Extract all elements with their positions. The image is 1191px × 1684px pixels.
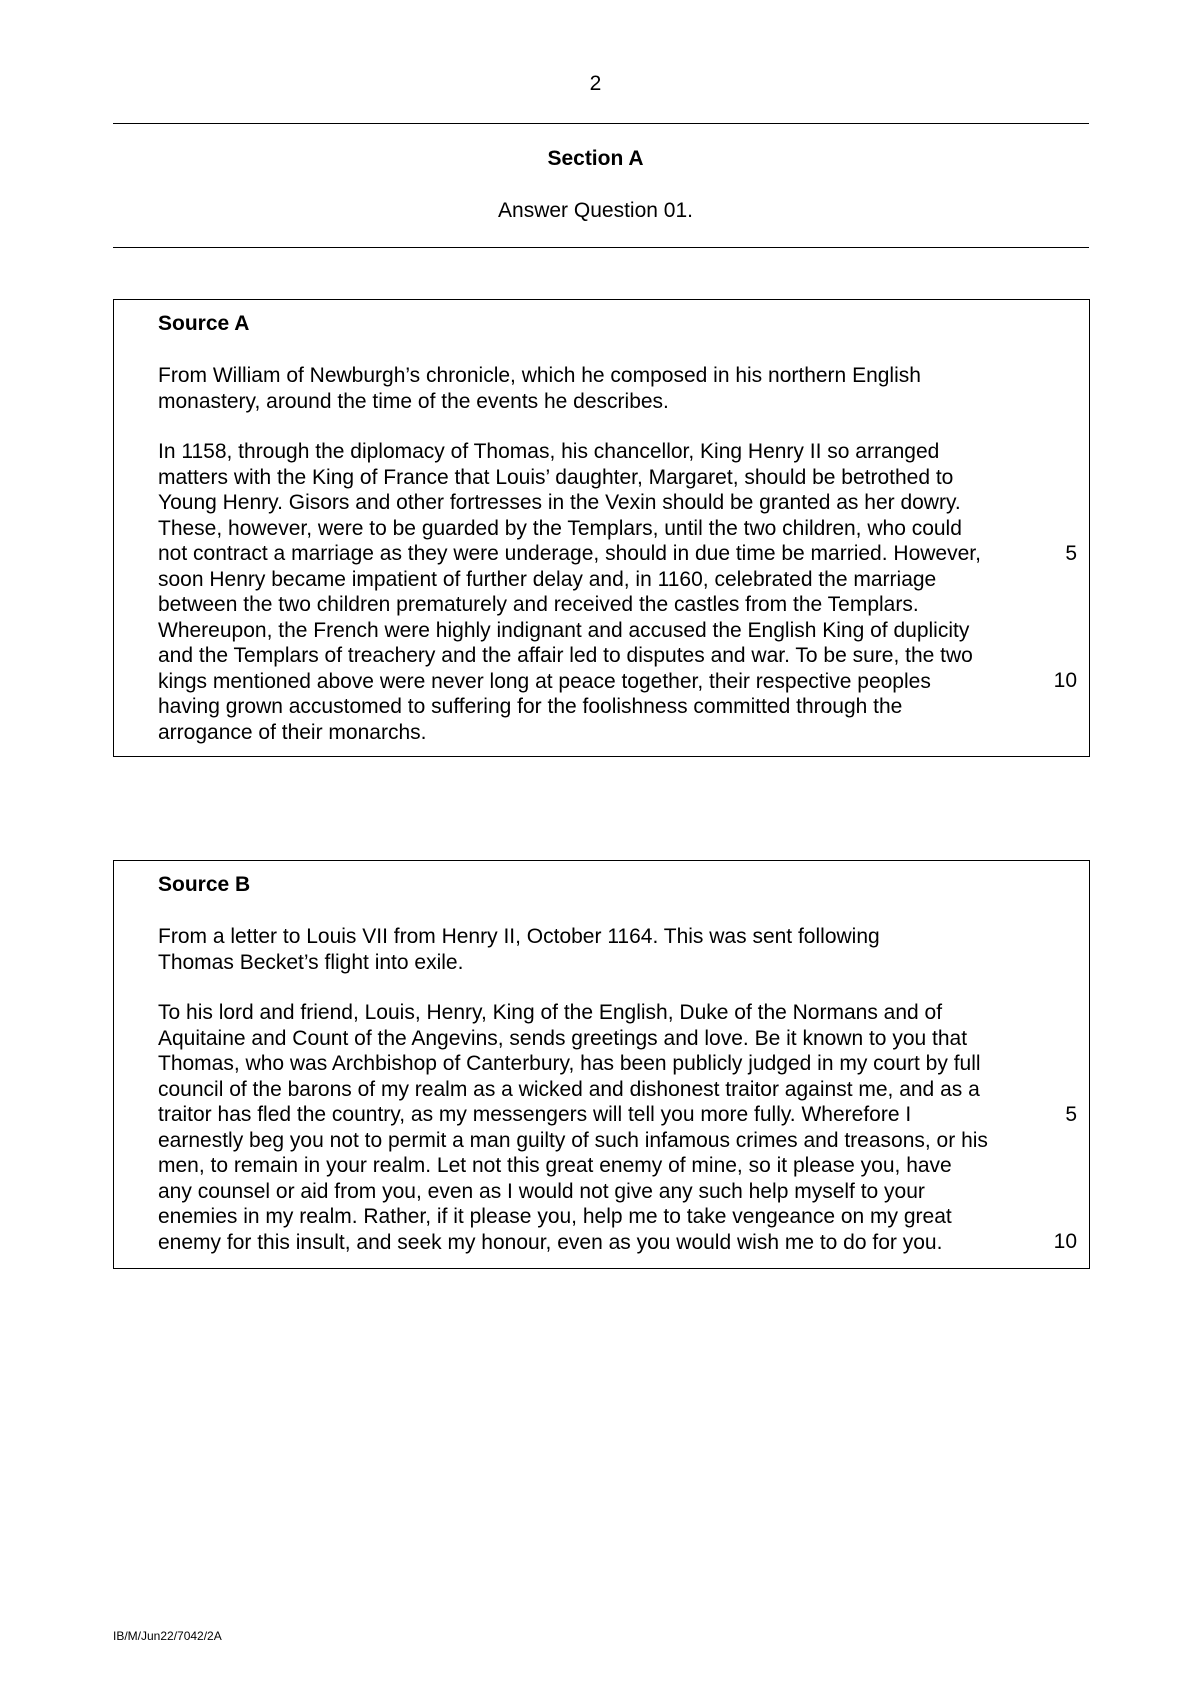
source-a-box [113,299,1090,757]
source-b-intro-line: Thomas Becket’s flight into exile. [158,950,464,974]
source-a-text [158,439,1038,745]
source-b-text-line: To his lord and friend, Louis, Henry, King of the English, Duke of the Normans and of [158,1001,943,1024]
source-a-text-line: arrogance of their monarchs. [158,720,427,744]
source-a-line-number-5: 5 [1065,542,1077,565]
source-a-text-line: matters with the King of France that Louis’ daughter, Margaret, should be betrothed to [158,465,954,489]
source-a-text-line: having grown accustomed to suffering for the foolishness committed through the [158,695,903,718]
source-a-text-line: Young Henry. Gisors and other fortresses in the Vexin should be granted as her dowry. [158,491,961,514]
source-b-text [158,1000,1038,1255]
source-b-text-line: Aquitaine and Count of the Angevins, sends greetings and love. Be it known to you that [158,1026,968,1050]
source-a-intro-line: From William of Newburgh’s chronicle, which he composed in his northern English [158,364,921,387]
source-b-intro [158,924,1038,975]
source-a-text-line: Whereupon, the French were highly indignant and accused the English King of duplicity [158,618,970,642]
source-b-text-line: traitor has fled the country, as my messengers will tell you more fully. Wherefore I [158,1103,912,1126]
source-b-text-line: earnestly beg you not to permit a man guilty of such infamous crimes and treasons, or his [158,1128,988,1152]
source-b-text-line: any counsel or aid from you, even as I would not give any such help myself to your [158,1179,925,1203]
source-a-text-line: In 1158, through the diplomacy of Thomas, his chancellor, King Henry II so arranged [158,440,940,463]
source-b-title: Source B [158,873,251,896]
page-number: 2 [589,72,602,95]
source-b-text-line: enemies in my realm. Rather, if it please you, help me to take vengeance on my great [158,1205,952,1228]
source-b-text-line: council of the barons of my realm as a wicked and dishonest traitor against me, and as a [158,1077,980,1101]
source-b-box [113,860,1090,1269]
source-a-text-line: not contract a marriage as they were underage, should in due time be married. However, [158,542,981,565]
source-a-text-line: and the Templars of treachery and the affair led to disputes and war. To be sure, the two [158,644,973,667]
section-instruction: Answer Question 01. [498,199,693,222]
top-divider [113,123,1089,124]
source-b-text-line: enemy for this insult, and seek my honour, even as you would wish me to do for you. [158,1230,943,1254]
source-b-intro-line: From a letter to Louis VII from Henry II, October 1164. This was sent following [158,925,880,948]
source-a-intro [158,363,1038,414]
source-a-text-line: kings mentioned above were never long at peace together, their respective peoples [158,669,931,693]
source-a-text-line: These, however, were to be guarded by the Templars, until the two children, who could [158,516,962,540]
source-b-line-number-5: 5 [1065,1103,1077,1126]
footer-code: IB/M/Jun22/7042/2A [113,1629,222,1643]
source-a-intro-line: monastery, around the time of the events he describes. [158,389,669,413]
source-a-text-line: soon Henry became impatient of further delay and, in 1160, celebrated the marriage [158,567,937,591]
section-title: Section A [547,147,644,170]
bottom-divider [113,247,1089,248]
source-b-text-line: Thomas, who was Archbishop of Canterbury, has been publicly judged in my court by full [158,1052,981,1075]
source-a-line-number-10: 10 [1053,669,1077,692]
source-a-title: Source A [158,312,250,335]
source-a-text-line: between the two children prematurely and received the castles from the Templars. [158,593,919,616]
source-b-line-number-10: 10 [1053,1230,1077,1253]
source-b-text-line: men, to remain in your realm. Let not this great enemy of mine, so it please you, have [158,1154,952,1177]
